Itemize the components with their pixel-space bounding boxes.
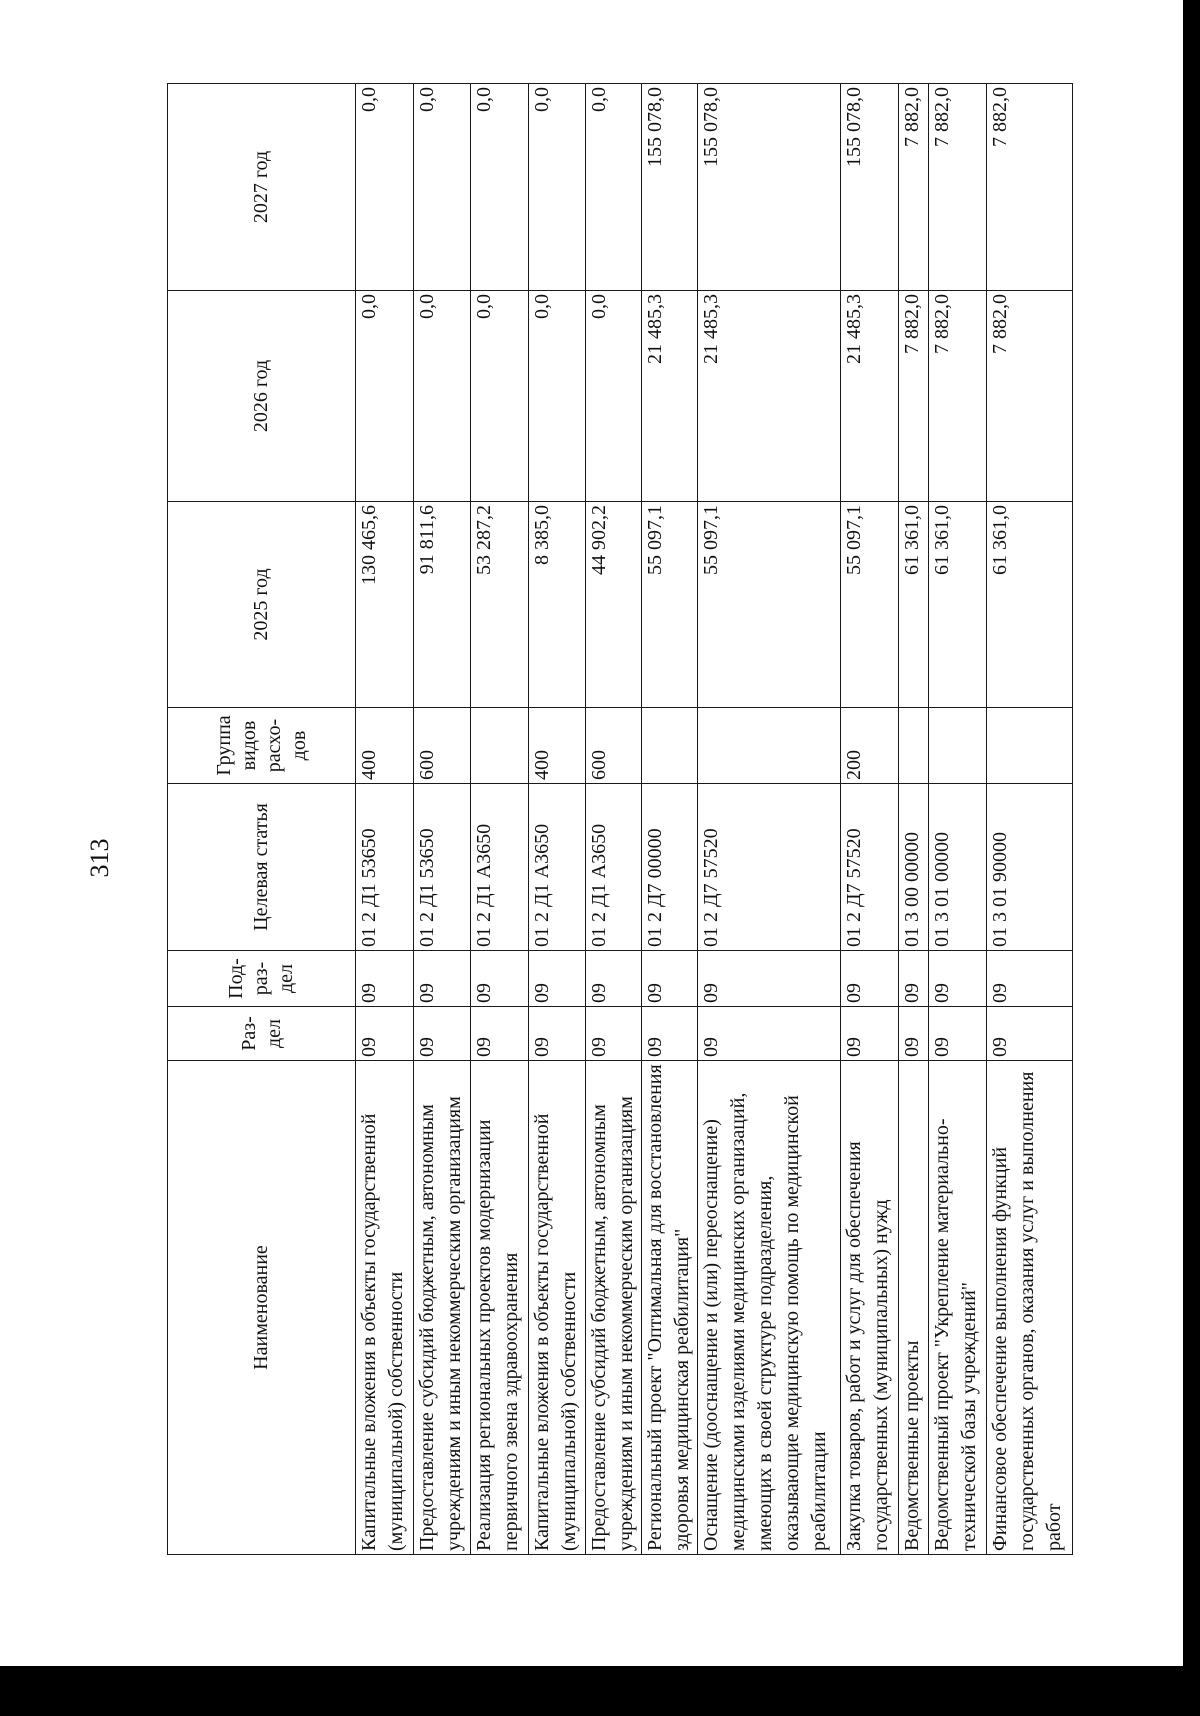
- cell-subsection: 09: [471, 951, 529, 1007]
- cell-2026: 21 485,3: [698, 291, 841, 502]
- cell-2025: 53 287,2: [471, 502, 529, 708]
- cell-name: Региональный проект "Оптимальная для восстановления здоровья медицинская реабилитация": [642, 1061, 698, 1555]
- cell-expense-group: 400: [529, 708, 586, 784]
- cell-subsection: 09: [929, 951, 987, 1007]
- cell-subsection: 09: [899, 951, 929, 1007]
- cell-2026: 0,0: [586, 291, 642, 502]
- cell-2025: 130 465,6: [356, 502, 414, 708]
- header-row: [168, 84, 356, 1555]
- cell-2025: 55 097,1: [841, 502, 899, 708]
- cell-expense-group: [987, 708, 1073, 784]
- cell-subsection: 09: [642, 951, 698, 1007]
- cell-name: Капитальные вложения в объекты государственной (муниципальной) собственности: [356, 1061, 414, 1555]
- cell-2027: 7 882,0: [929, 84, 987, 291]
- cell-expense-group: [471, 708, 529, 784]
- cell-2025: 44 902,2: [586, 502, 642, 708]
- cell-expense-group: [698, 708, 841, 784]
- header-target-article: Целевая статья: [168, 784, 356, 951]
- cell-section: 09: [899, 1007, 929, 1061]
- cell-name: Предоставление субсидий бюджетным, автономным учреждениям и иным некоммерческим организациям: [586, 1061, 642, 1555]
- cell-2027: 7 882,0: [899, 84, 929, 291]
- cell-target-article: 01 3 00 00000: [899, 784, 929, 951]
- cell-2027: 0,0: [414, 84, 471, 291]
- cell-target-article: 01 2 Д7 00000: [642, 784, 698, 951]
- cell-section: 09: [529, 1007, 586, 1061]
- cell-2026: 0,0: [471, 291, 529, 502]
- table-row: [414, 84, 471, 1555]
- cell-name: Закупка товаров, работ и услуг для обеспечения государственных (муниципальных) нужд: [841, 1061, 899, 1555]
- cell-target-article: 01 3 01 00000: [929, 784, 987, 951]
- cell-expense-group: 600: [586, 708, 642, 784]
- cell-2025: 91 811,6: [414, 502, 471, 708]
- table-row: [356, 84, 414, 1555]
- cell-2027: 7 882,0: [987, 84, 1073, 291]
- cell-section: 09: [642, 1007, 698, 1061]
- table-row: [529, 84, 586, 1555]
- cell-section: 09: [929, 1007, 987, 1061]
- cell-subsection: 09: [356, 951, 414, 1007]
- cell-2025: 61 361,0: [899, 502, 929, 708]
- cell-section: 09: [471, 1007, 529, 1061]
- cell-2027: 0,0: [471, 84, 529, 291]
- cell-expense-group: [929, 708, 987, 784]
- cell-target-article: 01 2 Д1 А3650: [529, 784, 586, 951]
- cell-name: Финансовое обеспечение выполнения функций государственных органов, оказания услуг и выполнения работ: [987, 1061, 1073, 1555]
- cell-section: 09: [586, 1007, 642, 1061]
- cell-expense-group: [642, 708, 698, 784]
- cell-name: Оснащение (дооснащение и (или) переоснащение) медицинскими изделиями медицинских организаций, имеющих в своей структуре подразделения, оказывающие медицинскую помощь по медицинской реабилитации: [698, 1061, 841, 1555]
- cell-name: Ведомственный проект "Укрепление материально-технической базы учреждений": [929, 1061, 987, 1555]
- cell-2026: 0,0: [356, 291, 414, 502]
- cell-section: 09: [841, 1007, 899, 1061]
- cell-target-article: 01 2 Д1 53650: [356, 784, 414, 951]
- cell-2025: 8 385,0: [529, 502, 586, 708]
- budget-table: [167, 83, 1073, 1555]
- table-row: [841, 84, 899, 1555]
- cell-expense-group: 400: [356, 708, 414, 784]
- cell-2026: 0,0: [414, 291, 471, 502]
- table-row: [929, 84, 987, 1555]
- cell-target-article: 01 3 01 90000: [987, 784, 1073, 951]
- cell-subsection: 09: [841, 951, 899, 1007]
- header-year-2027: 2027 год: [168, 84, 356, 291]
- cell-name: Предоставление субсидий бюджетным, автономным учреждениям и иным некоммерческим организациям: [414, 1061, 471, 1555]
- table-row: [642, 84, 698, 1555]
- cell-2027: 155 078,0: [841, 84, 899, 291]
- cell-2027: 0,0: [529, 84, 586, 291]
- table-row: [899, 84, 929, 1555]
- cell-subsection: 09: [586, 951, 642, 1007]
- header-subsection: Под-раз-дел: [168, 951, 356, 1007]
- cell-subsection: 09: [529, 951, 586, 1007]
- cell-target-article: 01 2 Д7 57520: [841, 784, 899, 951]
- cell-target-article: 01 2 Д1 А3650: [471, 784, 529, 951]
- cell-2027: 0,0: [356, 84, 414, 291]
- cell-section: 09: [356, 1007, 414, 1061]
- table-row: [698, 84, 841, 1555]
- cell-target-article: 01 2 Д1 53650: [414, 784, 471, 951]
- table-row: [586, 84, 642, 1555]
- cell-2026: 7 882,0: [987, 291, 1073, 502]
- cell-2026: 0,0: [529, 291, 586, 502]
- cell-subsection: 09: [987, 951, 1073, 1007]
- header-year-2026: 2026 год: [168, 291, 356, 502]
- cell-2026: 21 485,3: [642, 291, 698, 502]
- cell-target-article: 01 2 Д1 А3650: [586, 784, 642, 951]
- cell-expense-group: 200: [841, 708, 899, 784]
- cell-target-article: 01 2 Д7 57520: [698, 784, 841, 951]
- cell-section: 09: [987, 1007, 1073, 1061]
- header-year-2025: 2025 год: [168, 502, 356, 708]
- cell-name: Реализация региональных проектов модернизации первичного звена здравоохранения: [471, 1061, 529, 1555]
- cell-subsection: 09: [414, 951, 471, 1007]
- cell-name: Ведомственные проекты: [899, 1061, 929, 1555]
- header-expense-group: Группа видов расхо-дов: [168, 708, 356, 784]
- cell-2025: 55 097,1: [698, 502, 841, 708]
- cell-2026: 7 882,0: [929, 291, 987, 502]
- table-row: [987, 84, 1073, 1555]
- cell-section: 09: [414, 1007, 471, 1061]
- cell-2026: 7 882,0: [899, 291, 929, 502]
- cell-subsection: 09: [698, 951, 841, 1007]
- cell-expense-group: 600: [414, 708, 471, 784]
- cell-section: 09: [698, 1007, 841, 1061]
- cell-name: Капитальные вложения в объекты государственной (муниципальной) собственности: [529, 1061, 586, 1555]
- cell-2026: 21 485,3: [841, 291, 899, 502]
- cell-2025: 55 097,1: [642, 502, 698, 708]
- cell-2027: 155 078,0: [698, 84, 841, 291]
- page-number: 313: [85, 838, 114, 878]
- cell-2027: 0,0: [586, 84, 642, 291]
- header-name: Наименование: [168, 1061, 356, 1555]
- cell-expense-group: [899, 708, 929, 784]
- cell-2025: 61 361,0: [929, 502, 987, 708]
- cell-2025: 61 361,0: [987, 502, 1073, 708]
- cell-2027: 155 078,0: [642, 84, 698, 291]
- table-row: [471, 84, 529, 1555]
- header-section: Раз-дел: [168, 1007, 356, 1061]
